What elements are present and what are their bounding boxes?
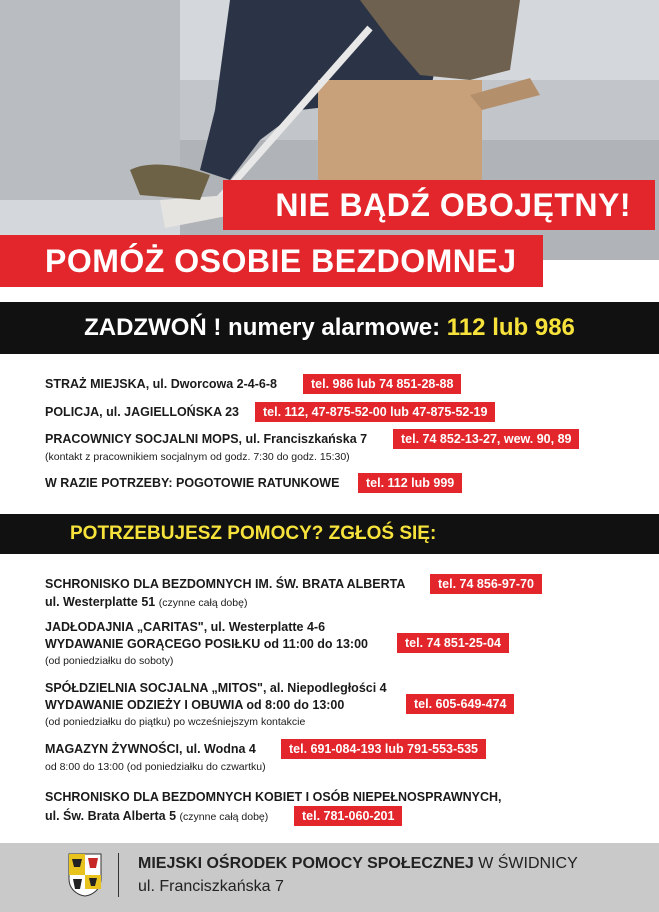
- tel-caritas[interactable]: tel. 74 851-25-04: [397, 633, 509, 653]
- help-schronisko-kobiet-street: ul. Św. Brata Alberta 5: [45, 809, 177, 823]
- help-schronisko-alberta: SCHRONISKO DLA BEZDOMNYCH IM. ŚW. BRATA ALBERTA: [45, 577, 406, 591]
- footer-address: ul. Franciszkańska 7: [138, 878, 284, 895]
- tel-magazyn[interactable]: tel. 691-084-193 lub 791-553-535: [281, 739, 486, 759]
- footer-divider: [118, 853, 119, 897]
- emergency-label: ZADZWOŃ ! numery alarmowe:: [84, 314, 441, 341]
- help-schronisko-kobiet-note: (czynne całą dobę): [179, 811, 269, 823]
- help-schronisko-kobiet-address: [45, 809, 268, 823]
- help-magazyn-note: od 8:00 do 13:00 (od poniedziałku do czwartku): [45, 761, 266, 773]
- emergency-conj: lub: [492, 314, 529, 341]
- help-mitos-note: (od poniedziałku do piątku) po wcześniejszym kontakcie: [45, 716, 306, 728]
- help-magazyn: MAGAZYN ŻYWNOŚCI, ul. Wodna 4: [45, 742, 256, 756]
- city-crest-icon: [68, 853, 102, 897]
- contact-mops: PRACOWNICY SOCJALNI MOPS, ul. Franciszkańska 7: [45, 432, 368, 446]
- need-help-bar: POTRZEBUJESZ POMOCY? ZGŁOŚ SIĘ:: [0, 514, 659, 554]
- footer-org-name: [138, 855, 578, 873]
- footer-org-bold: MIEJSKI OŚRODEK POMOCY SPOŁECZNEJ: [138, 855, 474, 872]
- headline-dont-be-indifferent: NIE BĄDŹ OBOJĘTNY!: [223, 180, 655, 230]
- headline-help-homeless: POMÓŻ OSOBIE BEZDOMNEJ: [0, 235, 543, 287]
- contact-straz-miejska: STRAŻ MIEJSKA, ul. Dworcowa 2-4-6-8: [45, 377, 277, 391]
- tel-straz-miejska[interactable]: tel. 986 lub 74 851-28-88: [303, 374, 461, 394]
- tel-schronisko-kobiet[interactable]: tel. 781-060-201: [294, 806, 402, 826]
- contact-pogotowie: W RAZIE POTRZEBY: POGOTOWIE RATUNKOWE: [45, 476, 340, 490]
- tel-pogotowie[interactable]: tel. 112 lub 999: [358, 473, 462, 493]
- help-caritas: JADŁODAJNIA „CARITAS", ul. Westerplatte 4-6: [45, 620, 326, 634]
- help-schronisko-alberta-note: (czynne całą dobę): [158, 597, 248, 609]
- tel-mitos[interactable]: tel. 605-649-474: [406, 694, 514, 714]
- help-schronisko-alberta-address: [45, 595, 247, 609]
- tel-mops[interactable]: tel. 74 852-13-27, wew. 90, 89: [393, 429, 579, 449]
- help-caritas-hours: WYDAWANIE GORĄCEGO POSIŁKU od 11:00 do 13:00: [45, 637, 368, 651]
- help-mitos: SPÓŁDZIELNIA SOCJALNA „MITOS", al. Niepodległości 4: [45, 681, 387, 695]
- emergency-number-112[interactable]: 112: [446, 314, 486, 341]
- footer: [0, 843, 659, 912]
- contact-mops-note: (kontakt z pracownikiem socjalnym od godz. 7:30 do godz. 15:30): [45, 451, 350, 463]
- emergency-numbers-bar: [0, 302, 659, 354]
- emergency-number-986[interactable]: 986: [534, 314, 575, 341]
- help-mitos-hours: WYDAWANIE ODZIEŻY I OBUWIA od 8:00 do 13:00: [45, 698, 345, 712]
- footer-org-city: W ŚWIDNICY: [473, 855, 578, 872]
- help-caritas-note: (od poniedziałku do soboty): [45, 655, 174, 667]
- help-schronisko-kobiet: SCHRONISKO DLA BEZDOMNYCH KOBIET I OSÓB NIEPEŁNOSPRAWNYCH,: [45, 790, 502, 804]
- help-schronisko-alberta-street: ul. Westerplatte 51: [45, 595, 156, 609]
- tel-policja[interactable]: tel. 112, 47-875-52-00 lub 47-875-52-19: [255, 402, 495, 422]
- tel-schronisko-alberta[interactable]: tel. 74 856-97-70: [430, 574, 542, 594]
- contact-policja: POLICJA, ul. JAGIELLOŃSKA 23: [45, 405, 240, 419]
